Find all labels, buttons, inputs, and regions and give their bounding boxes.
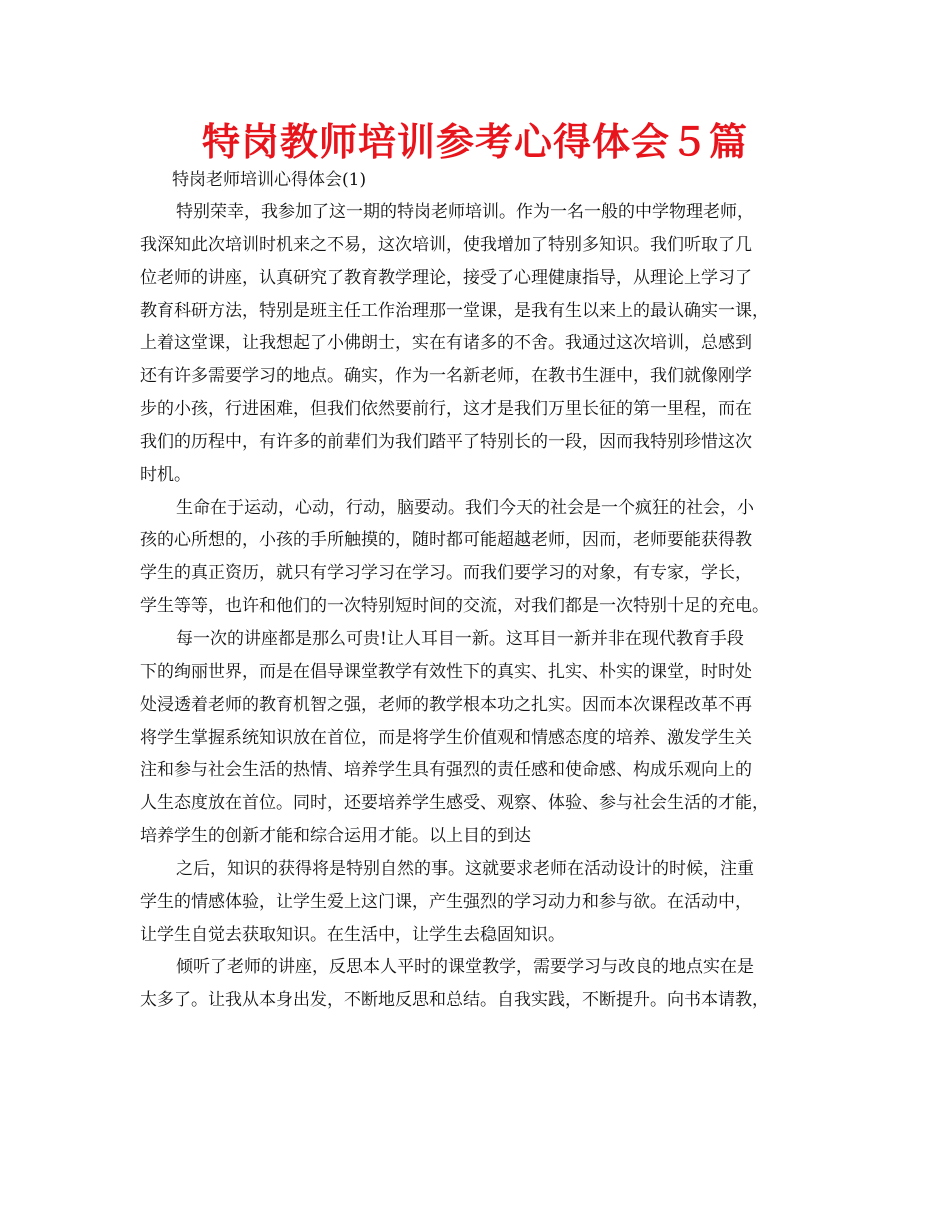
paragraph-line: 之后，知识的获得将是特别自然的事。这就要求老师在活动设计的时候，注重: [176, 858, 754, 879]
paragraph-line: 上着这堂课，让我想起了小佛朗士，实在有诸多的不舍。我通过这次培训，总感到: [140, 333, 752, 354]
document-body: [140, 196, 830, 1017]
paragraph-line: 学生的情感体验，让学生爱上这门课，产生强烈的学习动力和参与欲。在活动中，: [140, 891, 752, 912]
paragraph-line: 位老师的讲座，认真研究了教育教学理论，接受了心理健康指导，从理论上学习了: [140, 267, 752, 288]
paragraph-line: 将学生掌握系统知识放在首位，而是将学生价值观和情感态度的培养、激发学生关: [140, 727, 752, 748]
paragraph-line: 太多了。让我从本身出发，不断地反思和总结。自我实践，不断提升。向书本请教，: [140, 990, 769, 1011]
paragraph-line: 我们的历程中，有许多的前辈们为我们踏平了特别长的一段，因而我特别珍惜这次: [140, 431, 752, 452]
paragraph-line: 孩的心所想的，小孩的手所触摸的，随时都可能超越老师，因而，老师要能获得教: [140, 530, 752, 551]
paragraph-line: 倾听了老师的讲座，反思本人平时的课堂教学，需要学习与改良的地点实在是: [176, 957, 754, 978]
paragraph-line: 特别荣幸，我参加了这一期的特岗老师培训。作为一名一般的中学物理老师，: [176, 202, 754, 222]
paragraph-line: 人生态度放在首位。同时，还要培养学生感受、观察、体验、参与社会生活的才能，: [140, 793, 769, 814]
paragraph-line: 每一次的讲座都是那么可贵!让人耳目一新。这耳目一新并非在现代教育手段: [176, 628, 744, 649]
paragraph-line: 注和参与社会生活的热情、培养学生具有强烈的责任感和使命感、构成乐观向上的: [140, 760, 752, 781]
paragraph-line: 下的绚丽世界，而是在倡导课堂教学有效性下的真实、扎实、朴实的课堂，时时处: [140, 661, 752, 682]
paragraph-line: 时机。: [140, 464, 191, 485]
paragraph-line: 培养学生的创新才能和综合运用才能。以上目的到达: [140, 826, 531, 847]
paragraph-line: 学生的真正资历，就只有学习学习在学习。而我们要学习的对象，有专家，学长，: [140, 563, 752, 584]
paragraph-line: 我深知此次培训时机来之不易，这次培训，使我增加了特别多知识。我们听取了几: [140, 234, 752, 255]
paragraph-line: 教育科研方法，特别是班主任工作治理那一堂课，是我有生以来上的最认确实一课，: [140, 300, 769, 321]
paragraph-line: 让学生自觉去获取知识。在生活中，让学生去稳固知识。: [140, 924, 565, 945]
document-subtitle: 特岗老师培训心得体会(1): [172, 170, 367, 190]
paragraph-line: 步的小孩，行进困难，但我们依然要前行，这才是我们万里长征的第一里程，而在: [140, 399, 752, 420]
paragraph-line: 学生等等，也许和他们的一次特别短时间的交流，对我们都是一次特别十足的充电。: [140, 596, 769, 617]
document-title: 特岗教师培训参考心得体会５篇: [201, 120, 748, 164]
paragraph-line: 生命在于运动，心动，行动，脑要动。我们今天的社会是一个疯狂的社会，小: [176, 497, 754, 518]
paragraph-line: 还有许多需要学习的地点。确实，作为一名新老师，在教书生涯中，我们就像刚学: [140, 366, 752, 387]
paragraph-line: 处浸透着老师的教育机智之强，老师的教学根本功之扎实。因而本次课程改革不再: [140, 694, 752, 715]
